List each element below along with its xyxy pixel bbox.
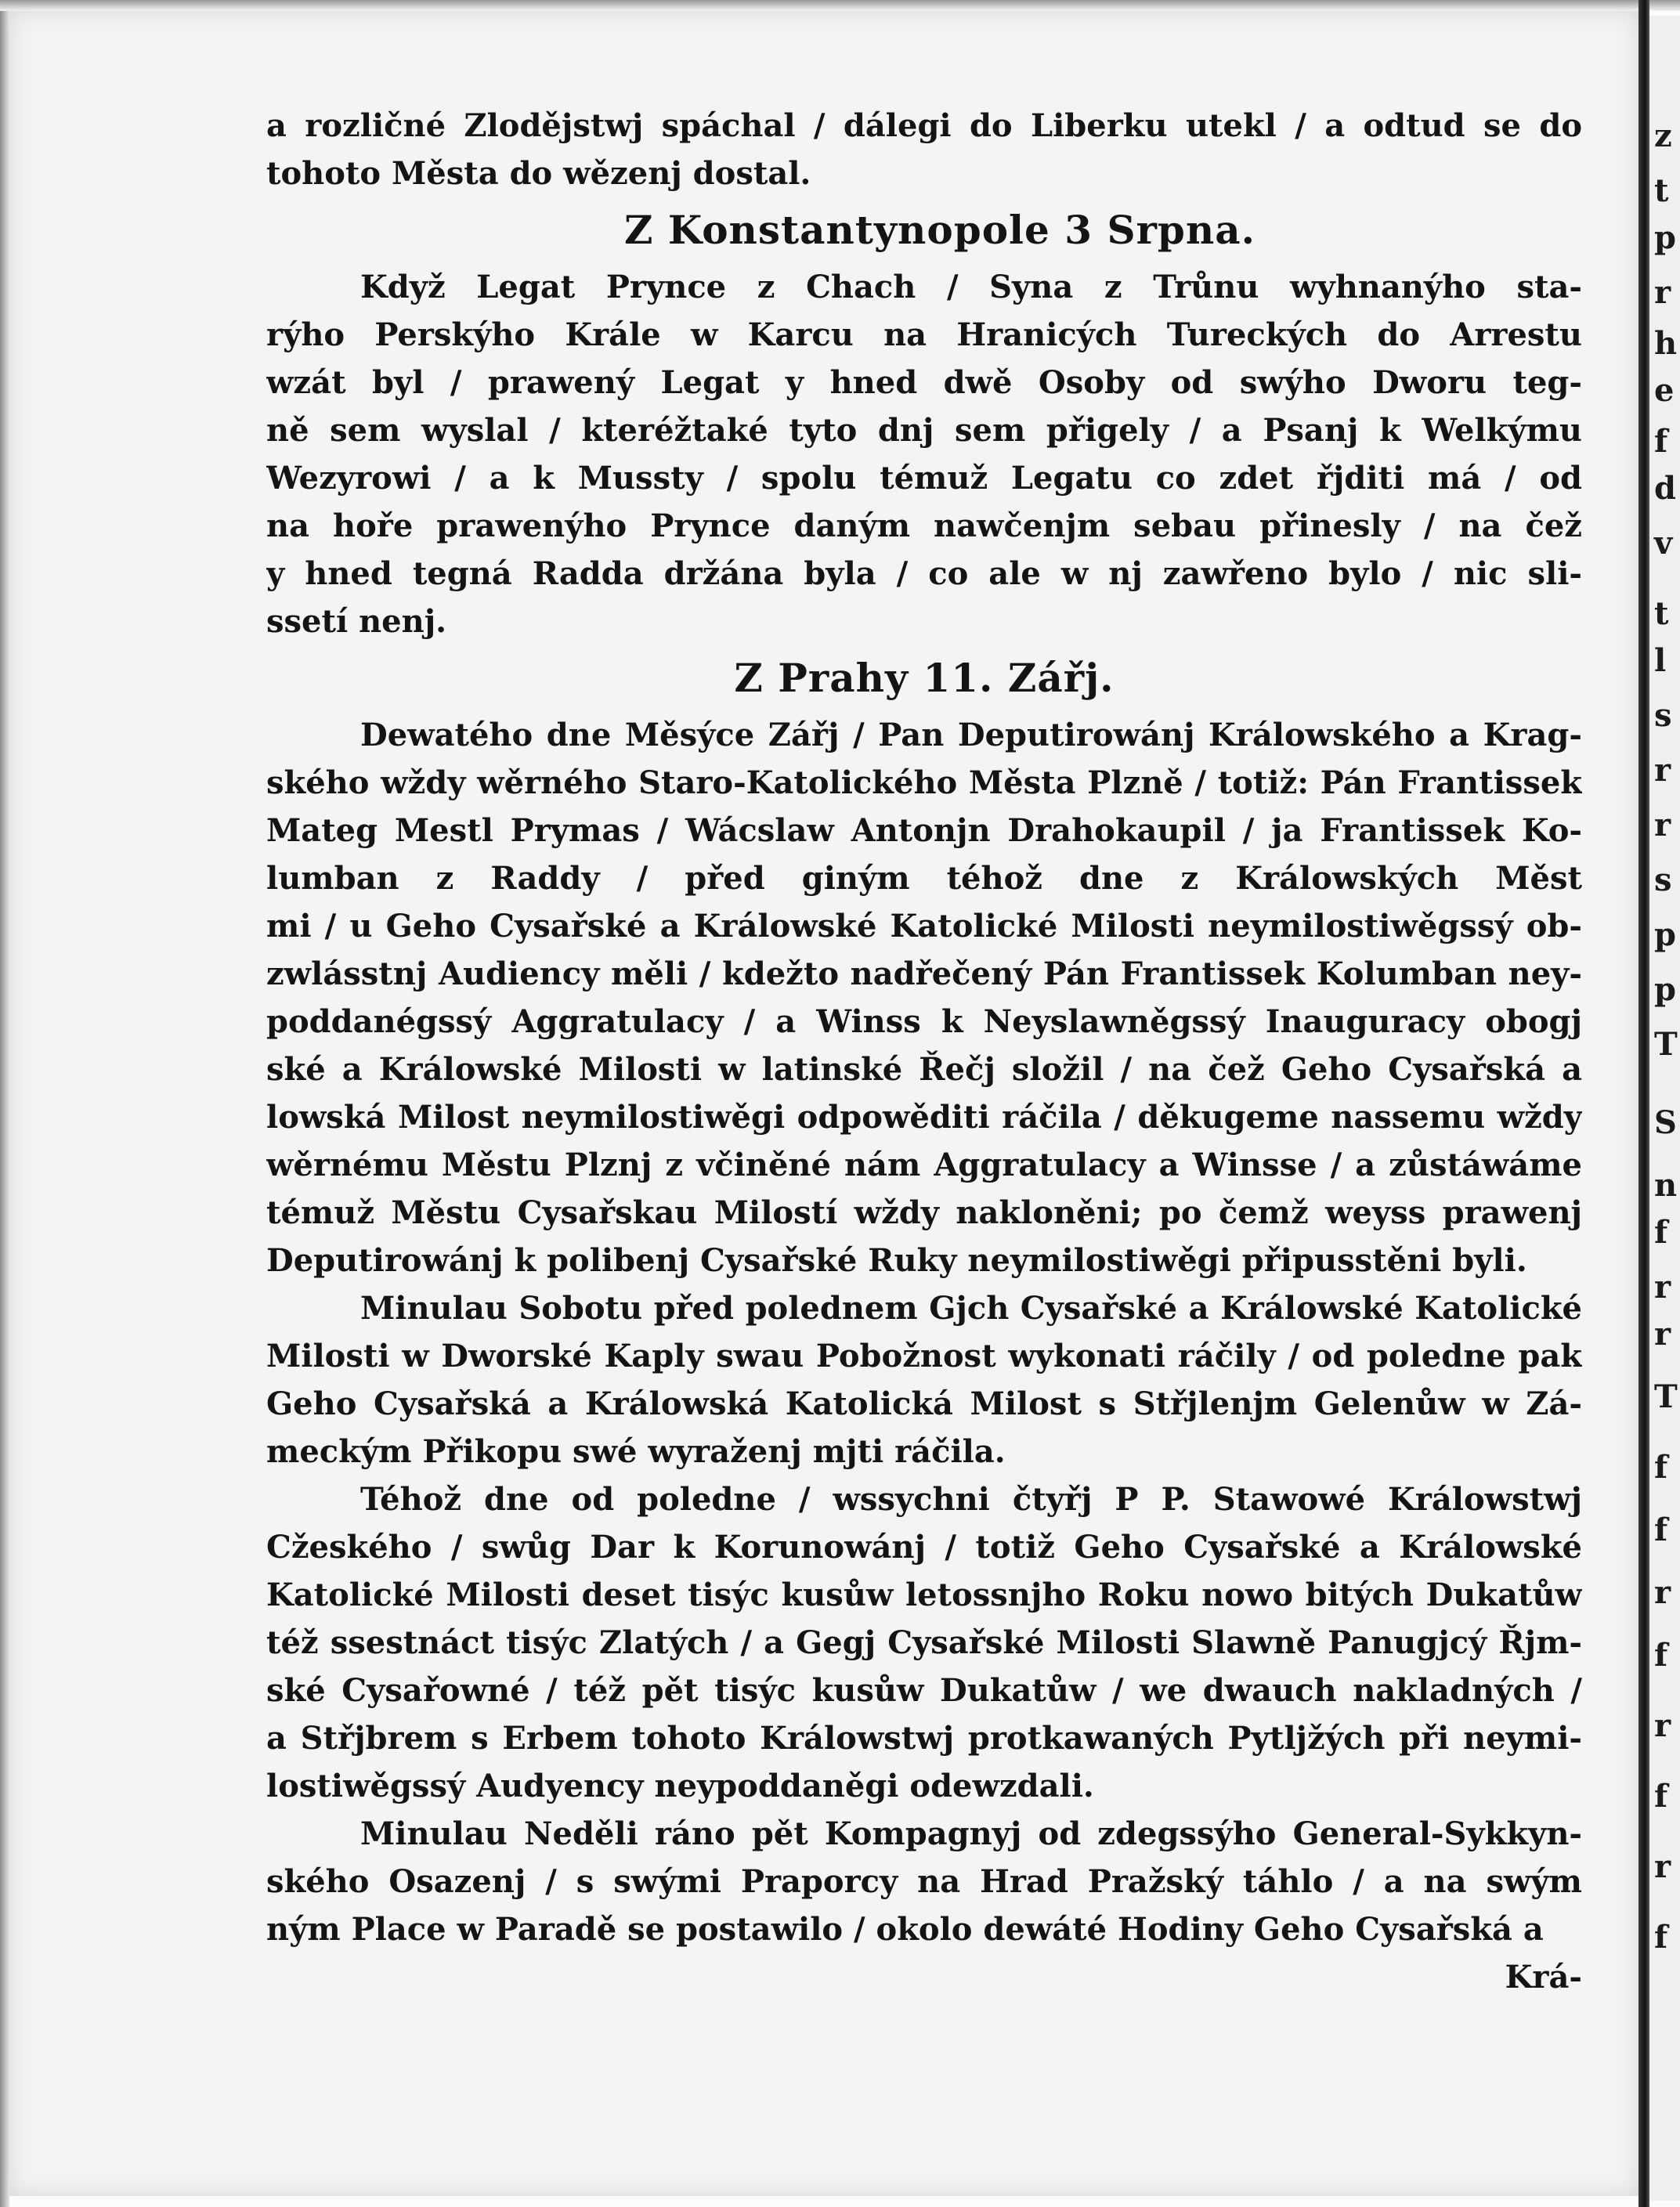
facing-page-fragment: f	[1654, 1778, 1668, 1815]
facing-page-fragment: p	[1654, 971, 1676, 1008]
facing-page-fragment: t	[1654, 172, 1669, 209]
text-line: Téhož dne od poledne / wssychni čtyřj P P. Stawowé Králowstwj	[360, 1481, 1582, 1518]
text-line: a Střjbrem s Erbem tohoto Králowstwj protkawaných Pytljžých při neymi-	[266, 1720, 1582, 1757]
text-line: a rozličné Zlodějstwj spáchal / dálegi do Liberku utekl / a odtud se do	[266, 107, 1582, 144]
text-line: lumban z Raddy / před giným téhož dne z Králowských Měst	[266, 860, 1582, 897]
facing-page-fragment: t	[1654, 595, 1669, 632]
facing-page-fragment: e	[1654, 372, 1675, 409]
facing-page-fragment: l	[1654, 642, 1667, 679]
facing-page-fragment: f	[1654, 423, 1668, 460]
text-line: na hoře prawenýho Prynce daným nawčenjm sebau přinesly / na čež	[266, 508, 1582, 544]
facing-page-fragment: S	[1654, 1104, 1677, 1141]
text-line: lostiwěgssý Audyency neypoddaněgi odewzdali.	[266, 1768, 1094, 1804]
text-line: ského wždy wěrného Staro-Katolického Města Plzně / totiž: Pán Frantissek	[266, 764, 1582, 801]
text-line: meckým Přikopu swé wyraženj mjti ráčila.	[266, 1433, 1006, 1470]
facing-page-fragment: f	[1654, 1637, 1668, 1674]
text-line: Wezyrowi / a k Mussty / spolu témuž Legatu co zdet řjditi má / od	[266, 460, 1582, 497]
catchword: Krá-	[1505, 1959, 1582, 1996]
text-line: Geho Cysařská a Králowská Katolická Milost s Střjlenjm Gelenůw w Zá-	[266, 1385, 1582, 1422]
text-line: wzát byl / prawený Legat y hned dwě Osoby od swýho Dworu teg-	[266, 364, 1582, 401]
facing-page-fragment: s	[1654, 861, 1672, 898]
facing-page-fragment: r	[1654, 1574, 1671, 1611]
text-line: ssetí nenj.	[266, 603, 447, 640]
text-line: Milosti w Dworské Kaply swau Pobožnost wykonati ráčily / od poledne pak	[266, 1338, 1582, 1374]
left-page-edge	[0, 0, 9, 2207]
section-heading: Z Prahy 11. Zářj.	[734, 655, 1115, 701]
facing-page-fragment: T	[1654, 1378, 1678, 1415]
text-line: témuž Městu Cysařskau Milostí wždy nakloněni; po čemž weyss prawenj	[266, 1194, 1582, 1231]
text-line: též ssestnáct tisýc Zlatých / a Gegj Cysařské Milosti Slawně Panugjcý Řjm-	[266, 1624, 1582, 1661]
facing-page-fragment: p	[1654, 219, 1676, 256]
text-line: ným Place w Paradě se postawilo / okolo dewáté Hodiny Geho Cysařská a	[266, 1911, 1544, 1948]
facing-page-fragment: r	[1654, 1707, 1671, 1744]
text-line: Dewatého dne Měsýce Zářj / Pan Deputirowánj Králowského a Krag-	[360, 717, 1582, 753]
facing-page-fragment: T	[1654, 1026, 1678, 1063]
facing-page-fragment: f	[1654, 1512, 1668, 1548]
text-line: ně sem wyslal / kteréžtaké tyto dnj sem přigely / a Psanj k Welkýmu	[266, 412, 1582, 449]
text-line: ského Osazenj / s swými Praporcy na Hrad Pražský táhlo / a na swým	[266, 1863, 1582, 1900]
facing-page-fragment: f	[1654, 1919, 1668, 1956]
top-page-edge	[0, 0, 1680, 11]
facing-page-fragment: r	[1654, 807, 1671, 843]
text-line: mi / u Geho Cysařské a Králowské Katolické Milosti neymilostiwěgssý ob-	[266, 908, 1582, 945]
facing-page-fragment: n	[1654, 1167, 1678, 1204]
facing-page-fragment: s	[1654, 697, 1672, 734]
book-gutter	[1638, 0, 1649, 2207]
facing-page-fragment: h	[1654, 325, 1678, 362]
text-line: Mateg Mestl Prymas / Wácslaw Antonjn Drahokaupil / ja Frantissek Ko-	[266, 812, 1582, 849]
text-line: y hned tegná Radda držána byla / co ale w nj zawřeno bylo / nic sli-	[266, 555, 1582, 592]
facing-page-fragment: r	[1654, 752, 1671, 789]
facing-page-fragment: p	[1654, 916, 1676, 953]
facing-page-fragment: r	[1654, 1316, 1671, 1353]
facing-page-fragment: d	[1654, 470, 1676, 507]
text-line: wěrnému Městu Plznj z včiněné nám Aggratulacy a Winsse / a zůstáwáme	[266, 1147, 1582, 1183]
text-line: Cžeského / swůg Dar k Korunowánj / totiž Geho Cysařské a Králowské	[266, 1529, 1582, 1566]
facing-page-fragment: f	[1654, 1449, 1668, 1486]
text-line: Když Legat Prynce z Chach / Syna z Trůnu wyhnanýho sta-	[360, 269, 1582, 305]
facing-page-fragment: f	[1654, 1214, 1668, 1251]
text-line: Minulau Sobotu před polednem Gjch Cysařské a Králowské Katolické	[360, 1290, 1582, 1327]
text-line: Katolické Milosti deset tisýc kusůw letossnjho Roku nowo bitých Dukatůw	[266, 1577, 1582, 1613]
text-line: rýho Perskýho Krále w Karcu na Hranicých Tureckých do Arrestu	[266, 316, 1582, 353]
text-line: ské Cysařowné / též pět tisýc kusůw Dukatůw / we dwauch nakladných /	[266, 1672, 1582, 1709]
text-line: zwlásstnj Audiency měli / kdežto nadřečený Pán Frantissek Kolumban ney-	[266, 955, 1582, 992]
text-line: Minulau Neděli ráno pět Kompagnyj od zdegssýho General-Sykkyn-	[360, 1815, 1582, 1852]
facing-page-fragment: z	[1654, 117, 1672, 154]
article-text-block	[266, 102, 1582, 2001]
facing-page-fragment: r	[1654, 1848, 1671, 1885]
facing-page-fragment: v	[1654, 525, 1673, 562]
text-line: ské a Králowské Milosti w latinské Řečj složil / na čež Geho Cysařská a	[266, 1051, 1582, 1088]
text-line: poddanégssý Aggratulacy / a Winss k Neyslawněgssý Inauguracy obogj	[266, 1003, 1582, 1040]
text-line: lowská Milost neymilostiwěgi odpowěditi ráčila / děkugeme nassemu wždy	[266, 1099, 1582, 1136]
text-line: tohoto Města do wězenj dostal.	[266, 155, 811, 192]
next-page-edge	[1649, 16, 1680, 2201]
facing-page-fragment: r	[1654, 1269, 1671, 1306]
facing-page-fragment: r	[1654, 274, 1671, 311]
section-heading: Z Konstantynopole 3 Srpna.	[623, 207, 1256, 253]
text-line: Deputirowánj k polibenj Cysařské Ruky neymilostiwěgi připusstěni byli.	[266, 1242, 1527, 1279]
